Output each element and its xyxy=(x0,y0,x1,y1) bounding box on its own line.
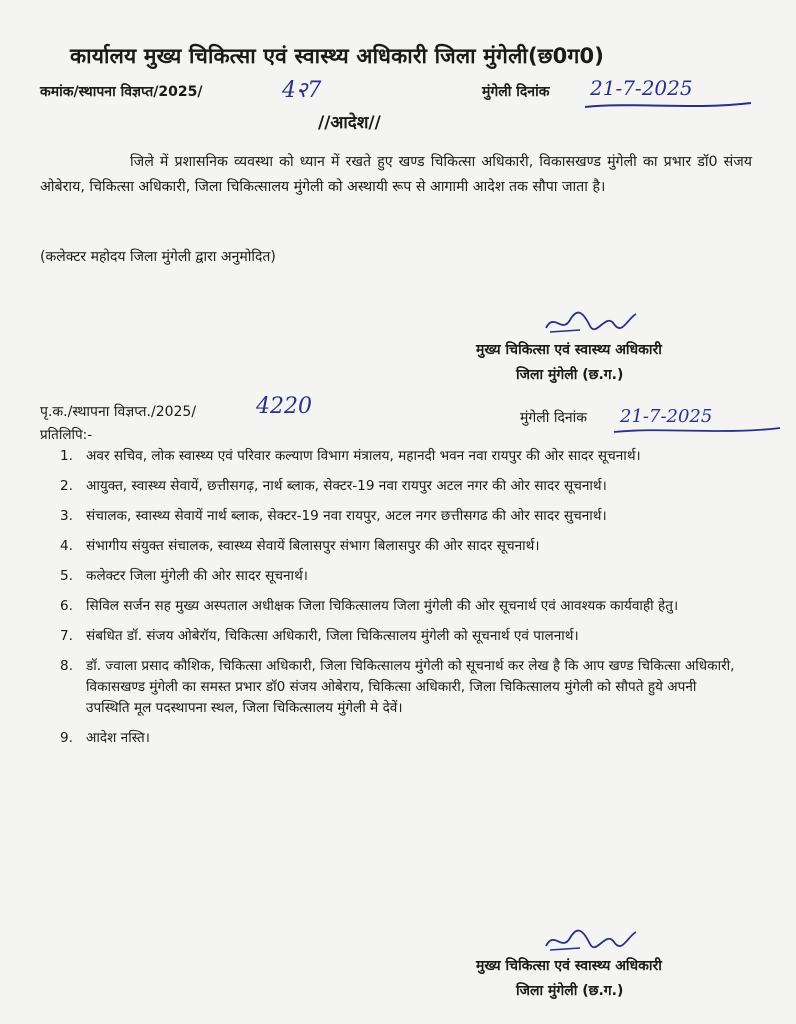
signature-block-2 xyxy=(476,956,662,1000)
list-item-number: 4. xyxy=(60,538,73,554)
signature-mark xyxy=(540,926,640,956)
signature-block-1 xyxy=(476,340,662,384)
approval-note: (कलेक्टर महोदय जिला मुंगेली द्वारा अनुमोदित) xyxy=(40,249,276,265)
list-item-text: सिविल सर्जन सह मुख्य अस्पताल अधीक्षक जिला चिकित्सालय जिला मुंगेली की ओर सूचनार्थ एवं आवश्यक कार्यवाही हेतु। xyxy=(86,598,679,614)
list-item xyxy=(60,536,738,557)
date-underline-stroke xyxy=(583,98,753,112)
list-item xyxy=(60,656,738,719)
list-item-text: अवर सचिव, लोक स्वास्थ्य एवं परिवार कल्याण विभाग मंत्रालय, महानदी भवन नवा रायपुर की ओर सादर सूचनार्थ। xyxy=(86,448,641,464)
endorsement-ref-prefix: पृ.क./स्थापना विज्ञप्त./2025/ xyxy=(40,404,197,420)
endorsement-date-underline-stroke xyxy=(612,424,782,438)
order-date-label: मुंगेली दिनांक xyxy=(482,84,550,100)
list-item-number: 7. xyxy=(60,628,73,644)
order-body-text: जिले में प्रशासनिक व्यवस्था को ध्यान में रखते हुए खण्ड चिकित्सा अधिकारी, विकासखण्ड मुंगेली का प्रभार डॉ0 संजय ओबेराय, चिकित्सा अधिकारी, जिला चिकित्सालय मुंगेली को अस्थायी रूप से आगामी आदेश तक सौपा जाता है। xyxy=(40,154,752,195)
endorsement-date-handwritten: 21-7-2025 xyxy=(620,406,713,427)
order-ref-prefix: कमांक/स्थापना विज्ञप्त/2025/ xyxy=(40,84,203,100)
office-title: कार्यालय मुख्य चिकित्सा एवं स्वास्थ्य अधिकारी जिला मुंगेली(छ0ग0) xyxy=(70,44,605,68)
cc-list xyxy=(60,446,738,758)
list-item-number: 1. xyxy=(60,448,73,464)
signature-mark xyxy=(540,308,640,338)
list-item-text: आदेश नस्ति। xyxy=(86,730,150,746)
list-item xyxy=(60,476,738,497)
list-item-text: संचालक, स्वास्थ्य सेवायें नार्थ ब्लाक, सेक्टर-19 नवा रायपुर, अटल नगर छत्तीसगढ की ओर सादर सुचनार्थ। xyxy=(86,508,607,524)
list-item-number: 3. xyxy=(60,508,73,524)
list-item-text: आयुक्त, स्वास्थ्य सेवायें, छत्तीसगढ़, नार्थ ब्लाक, सेक्टर-19 नवा रायपुर अटल नगर की ओर सादर सूचनार्थ। xyxy=(86,478,607,494)
endorsement-ref-number-handwritten: 4220 xyxy=(256,394,312,419)
list-item-number: 5. xyxy=(60,568,73,584)
endorsement-date-label: मुंगेली दिनांक xyxy=(520,410,588,426)
list-item-number: 8. xyxy=(60,658,73,674)
list-item xyxy=(60,626,738,647)
order-date-handwritten: 21-7-2025 xyxy=(590,76,693,100)
signature-2-district: जिला मुंगेली (छ.ग.) xyxy=(516,983,624,999)
list-item xyxy=(60,566,738,587)
list-item-number: 2. xyxy=(60,478,73,494)
list-item-text: डॉ. ज्वाला प्रसाद कौशिक, चिकित्सा अधिकारी, जिला चिकित्सालय मुंगेली को सूचनार्थ कर लेख है कि आप खण्ड चिकित्सा अधिकारी, विकासखण्ड मुंगेली का समस्त प्रभार डॉ0 संजय ओबेराय, चिकित्सा अधिकारी, जिला चिकित्सालय मुंगेली को सौपते हुये अपनी उपस्थिति मूल पदस्थापना स्थल, जिला चिकित्सालय मुंगेली मे देवें। xyxy=(86,658,735,716)
list-item xyxy=(60,596,738,617)
signature-1-district: जिला मुंगेली (छ.ग.) xyxy=(516,367,624,383)
signature-2-designation: मुख्य चिकित्सा एवं स्वास्थ्य अधिकारी xyxy=(476,958,662,974)
list-item xyxy=(60,506,738,527)
list-item-text: संबधित डॉ. संजय ओबेरॉय, चिकित्सा अधिकारी, जिला चिकित्सालय मुंगेली को सूचनार्थ एवं पालनार्थ। xyxy=(86,628,579,644)
list-item-number: 9. xyxy=(60,730,73,746)
order-heading: //आदेश// xyxy=(318,113,381,133)
list-item-text: कलेक्टर जिला मुंगेली की ओर सादर सूचनार्थ। xyxy=(86,568,308,584)
list-item-text: संभागीय संयुक्त संचालक, स्वास्थ्य सेवायें बिलासपुर संभाग बिलासपुर की ओर सादर सूचनार्थ। xyxy=(86,538,540,554)
order-body-paragraph xyxy=(40,150,752,200)
signature-1-designation: मुख्य चिकित्सा एवं स्वास्थ्य अधिकारी xyxy=(476,342,662,358)
list-item-number: 6. xyxy=(60,598,73,614)
list-item xyxy=(60,728,738,749)
list-item xyxy=(60,446,738,467)
cc-label: प्रतिलिपि:- xyxy=(40,427,93,443)
order-ref-number-handwritten: 4२7 xyxy=(282,78,322,103)
